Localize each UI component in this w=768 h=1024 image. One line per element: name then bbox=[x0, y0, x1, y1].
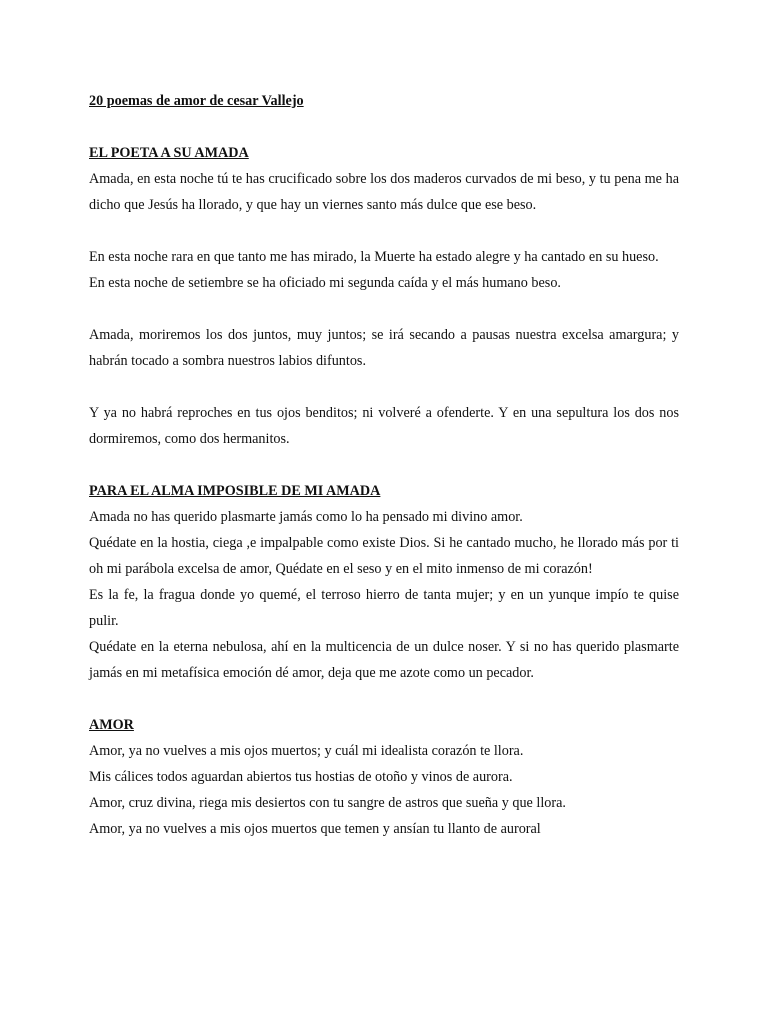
stanza-spacer bbox=[89, 218, 679, 244]
document-page bbox=[89, 88, 679, 842]
poem2-line-2: Quédate en la hostia, ciega ,e impalpable como existe Dios. Si he cantado mucho, he llorado más por ti oh mi parábola excelsa de amor, Quédate en el seso y en el mito inmenso de mi corazón! bbox=[89, 535, 679, 577]
poem-title-amor: AMOR bbox=[89, 717, 134, 733]
poem-title-para-el-alma-imposible: PARA EL ALMA IMPOSIBLE DE MI AMADA bbox=[89, 483, 381, 499]
poem1-stanza-3: Amada, moriremos los dos juntos, muy juntos; se irá secando a pausas nuestra excelsa amargura; y habrán tocado a sombra nuestros labios difuntos. bbox=[89, 327, 679, 369]
poem1-stanza-2a: En esta noche rara en que tanto me has mirado, la Muerte ha estado alegre y ha cantado en su hueso. bbox=[89, 249, 659, 265]
poem-spacer bbox=[89, 452, 679, 478]
poem1-stanza-4: Y ya no habrá reproches en tus ojos benditos; ni volveré a ofenderte. Y en una sepultura los dos nos dormiremos, como dos hermanitos. bbox=[89, 405, 679, 447]
poem3-line-3: Amor, cruz divina, riega mis desiertos con tu sangre de astros que sueña y que llora. bbox=[89, 795, 566, 811]
poem3-line-1: Amor, ya no vuelves a mis ojos muertos; y cuál mi idealista corazón te llora. bbox=[89, 743, 524, 759]
poem1-stanza-2b: En esta noche de setiembre se ha oficiado mi segunda caída y el más humano beso. bbox=[89, 275, 561, 291]
poem1-stanza-1: Amada, en esta noche tú te has crucificado sobre los dos maderos curvados de mi beso, y tu pena me ha dicho que Jesús ha llorado, y que hay un viernes santo más dulce que ese beso. bbox=[89, 171, 679, 213]
poem2-line-3: Es la fe, la fragua donde yo quemé, el terroso hierro de tanta mujer; y en un yunque impío te quise pulir. bbox=[89, 587, 679, 629]
document-title: 20 poemas de amor de cesar Vallejo bbox=[89, 93, 304, 109]
poem2-line-1: Amada no has querido plasmarte jamás como lo ha pensado mi divino amor. bbox=[89, 509, 523, 525]
stanza-spacer bbox=[89, 296, 679, 322]
poem-title-el-poeta-a-su-amada: EL POETA A SU AMADA bbox=[89, 145, 249, 161]
poem3-line-4: Amor, ya no vuelves a mis ojos muertos que temen y ansían tu llanto de auroral bbox=[89, 821, 541, 837]
poem-spacer bbox=[89, 686, 679, 712]
poem3-line-2: Mis cálices todos aguardan abiertos tus hostias de otoño y vinos de aurora. bbox=[89, 769, 513, 785]
poem2-line-4: Quédate en la eterna nebulosa, ahí en la multicencia de un dulce noser. Y si no has querido plasmarte jamás en mi metafísica emoción dé amor, deja que me azote como un pecador. bbox=[89, 639, 679, 681]
stanza-spacer bbox=[89, 374, 679, 400]
